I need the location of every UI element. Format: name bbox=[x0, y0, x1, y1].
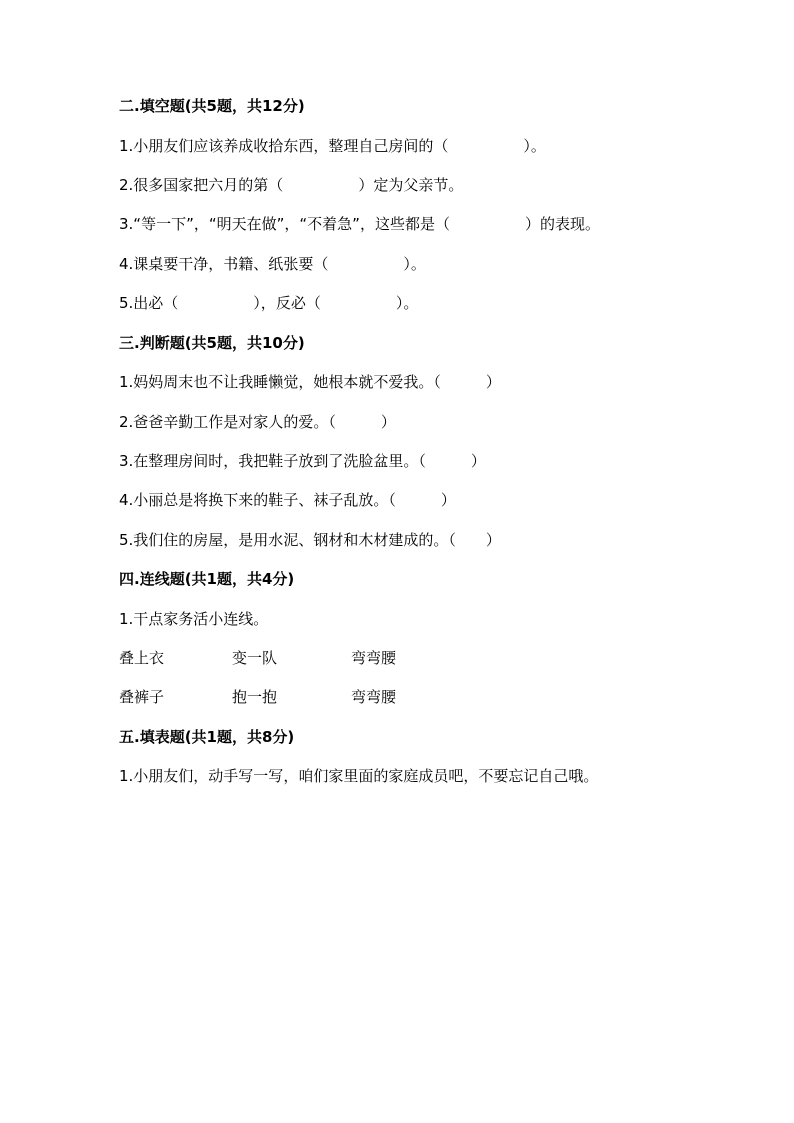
question-tf-4: 4.小丽总是将换下来的鞋子、袜子乱放。（ ） bbox=[119, 491, 456, 509]
matching-row1-col3: 弯弯腰 bbox=[351, 649, 397, 667]
section-heading-true-false: 三.判断题(共5题，共10分) bbox=[119, 334, 305, 352]
question-fill-4: 4.课桌要干净，书籍、纸张要（ ）。 bbox=[119, 255, 426, 273]
matching-row2-col3: 弯弯腰 bbox=[351, 688, 397, 706]
section-heading-matching: 四.连线题(共1题，共4分) bbox=[119, 570, 295, 588]
question-fill-2: 2.很多国家把六月的第（ ）定为父亲节。 bbox=[119, 176, 464, 194]
question-fill-3: 3.“等一下”，“明天在做”，“不着急”，这些都是（ ）的表现。 bbox=[119, 215, 600, 233]
question-fill-1: 1.小朋友们应该养成收拾东西，整理自己房间的（ ）。 bbox=[119, 137, 546, 155]
matching-row1-col2: 变一队 bbox=[232, 649, 278, 667]
matching-row2-col1: 叠裤子 bbox=[119, 688, 165, 706]
matching-row2-col2: 抱一抱 bbox=[232, 688, 278, 706]
question-tf-2: 2.爸爸辛勤工作是对家人的爱。（ ） bbox=[119, 413, 396, 431]
question-matching-prompt: 1.干点家务活小连线。 bbox=[119, 610, 269, 628]
matching-row1-col1: 叠上衣 bbox=[119, 649, 165, 667]
section-heading-table-fill: 五.填表题(共1题，共8分) bbox=[119, 728, 295, 746]
question-fill-5: 5.出必（ ），反必（ ）。 bbox=[119, 294, 419, 312]
question-tf-3: 3.在整理房间时，我把鞋子放到了洗脸盆里。（ ） bbox=[119, 452, 486, 470]
question-tf-5: 5.我们住的房屋，是用水泥、钢材和木材建成的。（ ） bbox=[119, 531, 501, 549]
question-tf-1: 1.妈妈周末也不让我睡懒觉，她根本就不爱我。（ ） bbox=[119, 373, 501, 391]
question-table-prompt: 1.小朋友们，动手写一写，咱们家里面的家庭成员吧，不要忘记自己哦。 bbox=[119, 767, 599, 785]
section-heading-fill-blank: 二.填空题(共5题，共12分) bbox=[119, 97, 305, 115]
